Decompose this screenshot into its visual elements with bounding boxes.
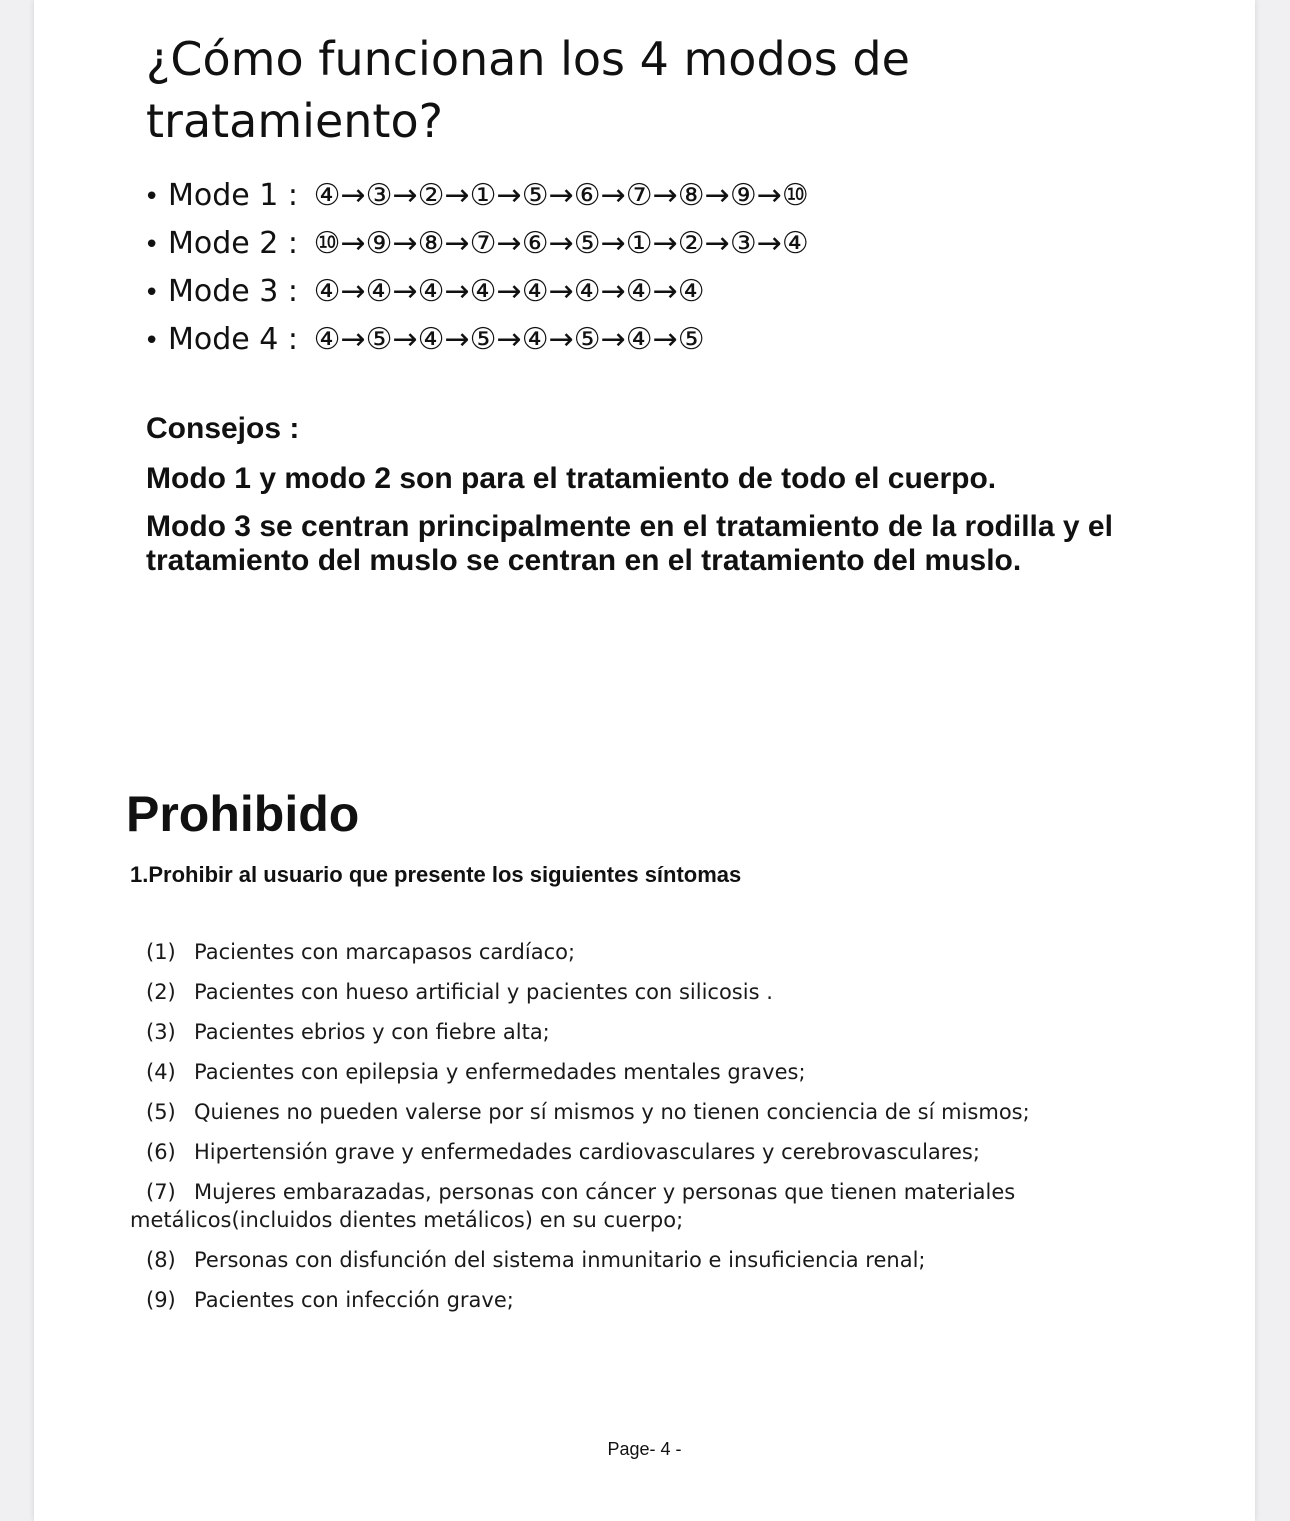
list-item	[130, 1058, 1130, 1086]
item-text: Pacientes con epilepsia y enfermedades mentales graves;	[194, 1060, 806, 1084]
mode-item	[144, 316, 809, 364]
mode-sequence: ④→⑤→④→⑤→④→⑤→④→⑤	[313, 322, 705, 357]
list-item	[130, 1138, 1130, 1166]
item-number: (3)	[146, 1020, 176, 1044]
mode-label: Mode 4 :	[168, 322, 299, 357]
list-item	[130, 938, 1130, 966]
item-number: (5)	[146, 1100, 176, 1124]
item-text: Pacientes ebrios y con fiebre alta;	[194, 1020, 550, 1044]
item-text: Pacientes con marcapasos cardíaco;	[194, 940, 576, 964]
bullet-icon: •	[144, 326, 160, 356]
bullet-icon: •	[144, 230, 160, 260]
item-number: (4)	[146, 1060, 176, 1084]
list-item	[130, 1286, 1130, 1314]
mode-item	[144, 220, 809, 268]
section-heading-prohibited: Prohibido	[126, 786, 360, 842]
tip-line-2: Modo 3 se centran principalmente en el tratamiento de la rodilla y el tratamiento del muslo se centran en el tratamiento del muslo.	[146, 510, 1113, 577]
mode-label: Mode 1 :	[168, 178, 299, 213]
item-text: Personas con disfunción del sistema inmunitario e insuficiencia renal;	[194, 1248, 926, 1272]
mode-sequence: ④→④→④→④→④→④→④→④	[313, 274, 705, 309]
prohibited-list	[130, 938, 1130, 1326]
bullet-icon: •	[144, 278, 160, 308]
bullet-icon: •	[144, 182, 160, 212]
tips-title: Consejos :	[146, 412, 300, 445]
mode-sequence: ⑩→⑨→⑧→⑦→⑥→⑤→①→②→③→④	[313, 226, 809, 261]
page-number: Page- 4 -	[607, 1439, 682, 1459]
modes-list	[144, 172, 809, 364]
mode-item	[144, 268, 809, 316]
item-text: Pacientes con hueso artificial y pacientes con silicosis .	[194, 980, 773, 1004]
item-text-continued: metálicos(incluidos dientes metálicos) en su cuerpo;	[130, 1208, 684, 1232]
item-number: (1)	[146, 940, 176, 964]
item-number: (8)	[146, 1248, 176, 1272]
mode-sequence: ④→③→②→①→⑤→⑥→⑦→⑧→⑨→⑩	[313, 178, 809, 213]
document-page	[34, 0, 1255, 1521]
item-text: Pacientes con infección grave;	[194, 1288, 514, 1312]
list-item	[130, 1178, 1130, 1234]
item-number: (9)	[146, 1288, 176, 1312]
list-item	[130, 1246, 1130, 1274]
tip-line-1: Modo 1 y modo 2 son para el tratamiento de todo el cuerpo.	[146, 462, 997, 495]
section-heading-modes: ¿Cómo funcionan los 4 modos de tratamiento?	[146, 32, 910, 148]
mode-label: Mode 3 :	[168, 274, 299, 309]
item-number: (7)	[146, 1180, 176, 1204]
item-number: (2)	[146, 980, 176, 1004]
list-item	[130, 978, 1130, 1006]
item-text: Quienes no pueden valerse por sí mismos y no tienen conciencia de sí mismos;	[194, 1100, 1030, 1124]
mode-item	[144, 172, 809, 220]
list-item	[130, 1018, 1130, 1046]
prohibited-subtitle: 1.Prohibir al usuario que presente los siguientes síntomas	[130, 862, 742, 887]
list-item	[130, 1098, 1130, 1126]
item-text: Hipertensión grave y enfermedades cardiovasculares y cerebrovasculares;	[194, 1140, 980, 1164]
item-text: Mujeres embarazadas, personas con cáncer y personas que tienen materiales	[194, 1180, 1016, 1204]
mode-label: Mode 2 :	[168, 226, 299, 261]
item-number: (6)	[146, 1140, 176, 1164]
